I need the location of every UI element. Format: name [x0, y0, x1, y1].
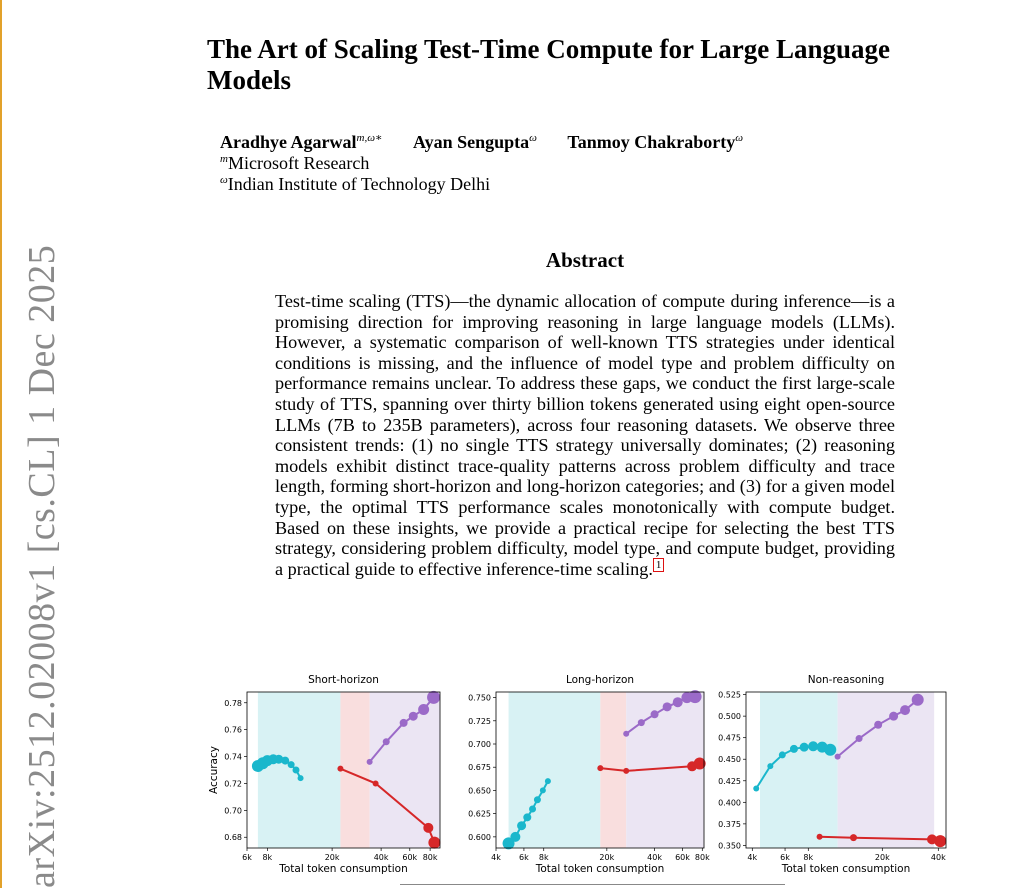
data-point	[651, 710, 659, 718]
y-tick-label: 0.600	[468, 832, 491, 842]
arxiv-identifier: arXiv:2512.02008v1 [cs.CL] 1 Dec 2025	[21, 244, 63, 888]
x-tick-label: 40k	[373, 853, 389, 862]
data-point	[850, 834, 857, 841]
chart-panel	[468, 674, 710, 875]
data-point	[800, 743, 809, 752]
y-tick-label: 0.750	[468, 693, 491, 703]
abstract-body: Test-time scaling (TTS)—the dynamic allocation of compute during inference—is a promising direction for improving reasoning in large language models (LLMs). However, a systematic comparison of well-known TTS strategies under identical conditions is missing, and the influence of model type and problem difficulty on performance remains unclear. To address these gaps, we conduct the first large-scale study of TTS, spanning over thirty billion tokens generated using eight open-source LLMs (7B to 235B parameters), across four reasoning datasets. We observe three consistent trends: (1) no single TTS strategy universally dominates; (2) reasoning models exhibit distinct trace-quality patterns across problem difficulty and trace length, forming short-horizon and long-horizon categories; and (3) for a given model type, the optimal TTS performance scales monotonically with compute budget. Based on these insights, we provide a practical recipe for selecting the best TTS strategy, considering problem difficulty, model type, and compute budget, providing a practical guide to effective inference-time scaling. $^1$	[275, 291, 895, 579]
budget-band	[838, 692, 935, 848]
data-point	[409, 712, 418, 721]
data-point	[423, 823, 433, 833]
data-point	[383, 738, 390, 745]
data-point	[824, 744, 836, 756]
y-tick-label: 0.450	[718, 755, 741, 765]
chart-title: Non-reasoning	[807, 674, 885, 686]
chart-panel	[208, 674, 440, 875]
y-tick-label: 0.76	[224, 725, 242, 735]
author: Tanmoy Chakraborty$^\omega$	[567, 132, 744, 152]
y-tick-label: 0.500	[718, 712, 741, 722]
data-point	[817, 834, 823, 840]
data-point	[534, 796, 541, 803]
tts-scaling-figure	[200, 666, 970, 876]
author: Aradhye Agarwal$^{m,\omega∗}$	[220, 132, 383, 152]
data-point	[529, 806, 536, 813]
x-tick-label: 6k	[519, 853, 529, 862]
data-point	[597, 765, 603, 771]
x-axis-label: Total token consumption	[279, 863, 408, 875]
x-tick-label: 60k	[675, 853, 690, 862]
chart-title: Short-horizon	[308, 674, 379, 686]
x-tick-label: 20k	[874, 853, 890, 862]
x-axis-label: Total token consumption	[535, 863, 665, 875]
x-tick-label: 4k	[747, 853, 758, 862]
chart-panel	[718, 674, 946, 875]
x-tick-label: 40k	[930, 853, 946, 862]
abstract-heading: Abstract	[545, 248, 625, 272]
data-point	[808, 741, 818, 751]
y-tick-label: 0.650	[468, 786, 491, 796]
y-tick-label: 0.400	[718, 798, 741, 808]
x-tick-label: 6k	[242, 853, 252, 862]
affiliation: $^\omega$Indian Institute of Technology Delhi	[220, 174, 491, 194]
y-tick-label: 0.72	[224, 779, 242, 789]
footnote-link[interactable]: 1	[653, 558, 665, 572]
x-axis-label: Total token consumption	[781, 863, 911, 875]
data-point	[623, 731, 629, 737]
data-point	[767, 763, 773, 769]
data-point	[663, 702, 672, 711]
margin-rule	[0, 0, 2, 888]
y-tick-label: 0.700	[468, 740, 491, 749]
data-point	[367, 759, 373, 765]
data-point	[835, 754, 841, 760]
x-tick-label: 8k	[538, 853, 549, 862]
x-tick-label: 40k	[647, 853, 662, 862]
data-point	[753, 786, 759, 792]
data-point	[298, 775, 304, 781]
y-tick-label: 0.70	[224, 806, 242, 816]
y-tick-label: 0.350	[718, 841, 741, 851]
y-tick-label: 0.68	[224, 833, 242, 843]
data-point	[418, 704, 429, 715]
y-tick-label: 0.675	[468, 763, 491, 773]
y-tick-label: 0.525	[718, 690, 741, 700]
data-point	[337, 766, 343, 772]
x-tick-label: 8k	[262, 853, 273, 862]
x-tick-label: 4k	[491, 853, 501, 862]
paper-title: The Art of Scaling Test-Time Compute for Large Language Models	[207, 34, 891, 95]
data-point	[889, 712, 898, 721]
y-tick-label: 0.78	[224, 698, 242, 708]
data-point	[427, 691, 440, 704]
x-tick-label: 8k	[803, 853, 814, 862]
data-point	[638, 719, 645, 726]
author-list	[220, 131, 769, 153]
budget-band	[760, 692, 838, 848]
data-point	[856, 735, 863, 742]
data-point	[523, 813, 531, 821]
data-point	[779, 751, 786, 758]
x-tick-label: 20k	[324, 853, 340, 862]
y-tick-label: 0.375	[718, 819, 741, 829]
data-point	[428, 837, 440, 849]
chart-title: Long-horizon	[565, 674, 635, 686]
data-point	[373, 780, 379, 786]
data-point	[874, 721, 882, 729]
x-tick-label: 80k	[422, 853, 438, 862]
data-point	[545, 778, 551, 784]
x-tick-label: 80k	[694, 853, 710, 862]
author: Ayan Sengupta$^\omega$	[412, 132, 537, 152]
data-point	[517, 821, 526, 830]
divider	[400, 884, 785, 885]
data-point	[540, 787, 546, 793]
data-point	[934, 835, 946, 847]
data-point	[790, 745, 798, 753]
x-tick-label: 6k	[780, 853, 790, 862]
x-tick-label: 60k	[402, 853, 418, 862]
data-point	[510, 832, 520, 842]
y-axis-label: Accuracy	[208, 746, 220, 794]
affiliation: $^m$Microsoft Research	[220, 153, 370, 173]
y-tick-label: 0.475	[718, 733, 741, 743]
data-point	[293, 767, 300, 774]
y-tick-label: 0.74	[224, 752, 242, 762]
data-point	[623, 768, 629, 774]
x-tick-label: 20k	[599, 853, 615, 862]
data-point	[900, 705, 910, 715]
y-tick-label: 0.625	[468, 809, 491, 819]
data-point	[912, 694, 924, 706]
data-point	[288, 761, 295, 768]
data-point	[673, 697, 683, 707]
data-point	[400, 719, 408, 727]
y-tick-label: 0.725	[468, 716, 491, 726]
y-tick-label: 0.425	[718, 776, 741, 786]
